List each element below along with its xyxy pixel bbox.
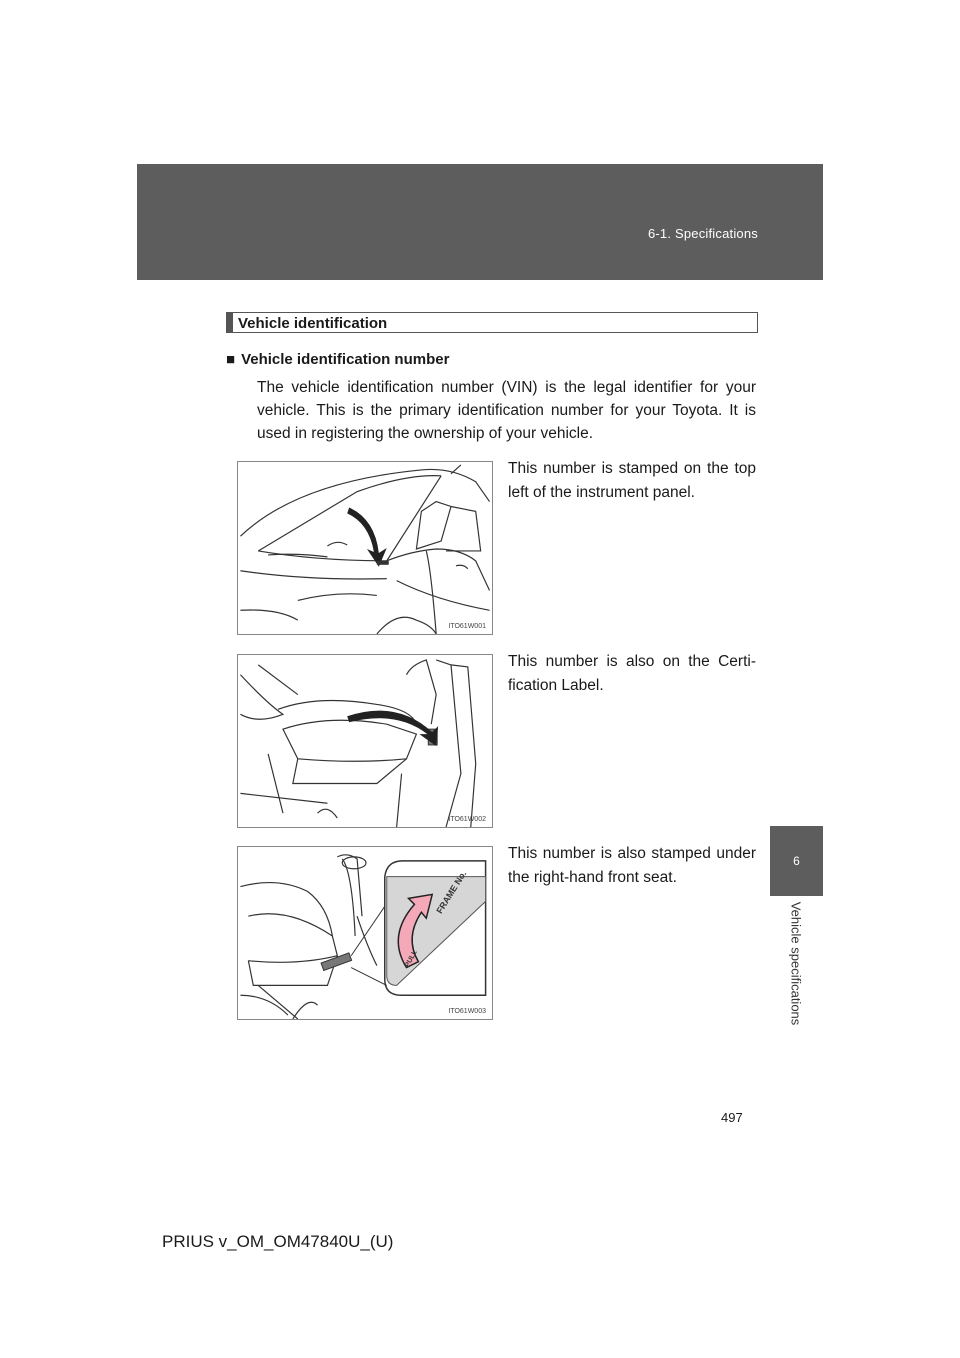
- intro-paragraph: The vehicle identification number (VIN) is the legal identifier for your vehicle. This is the primary identification number for your Toyota. It is used in registering the ownership of your vehicle.: [257, 379, 756, 442]
- chapter-tab: [770, 826, 823, 896]
- figure-certification-label: [237, 654, 493, 828]
- chapter-label-text: Vehicle specifications: [788, 901, 804, 1025]
- document-id: PRIUS v_OM_OM47840U_(U): [162, 1232, 394, 1251]
- door-pillar-illustration: [238, 655, 492, 827]
- figure-under-seat: [237, 846, 493, 1020]
- chapter-number: 6: [793, 854, 800, 868]
- subheading-marker: ■: [226, 351, 236, 368]
- header-section-title: 6-1. Specifications: [647, 226, 758, 241]
- figure-caption-3: This number is also stamped under the right-hand front seat.: [508, 845, 756, 886]
- section-title: Vehicle identification: [226, 312, 758, 333]
- figure-code: ITO61W003: [448, 1008, 486, 1015]
- subheading: [226, 351, 449, 368]
- windshield-illustration: [238, 462, 492, 634]
- figure-code: ITO61W001: [448, 623, 486, 630]
- figure-caption-1: This number is stamped on the top left of the instrument panel.: [508, 460, 756, 501]
- inset-pull-label: PULL: [404, 949, 419, 969]
- header-band: [137, 164, 823, 280]
- figure-code: ITO61W002: [448, 816, 486, 823]
- page-number: 497: [721, 1110, 743, 1125]
- chapter-side-label: [786, 901, 806, 1025]
- under-seat-illustration: [238, 847, 492, 1019]
- zoom-inset: [351, 861, 485, 995]
- figure-caption-2: This number is also on the Certi-fication Label.: [508, 653, 756, 694]
- figure-windshield-vin: [237, 461, 493, 635]
- inset-frame-label: FRAME No.: [434, 868, 469, 916]
- subheading-text: Vehicle identification number: [241, 351, 450, 368]
